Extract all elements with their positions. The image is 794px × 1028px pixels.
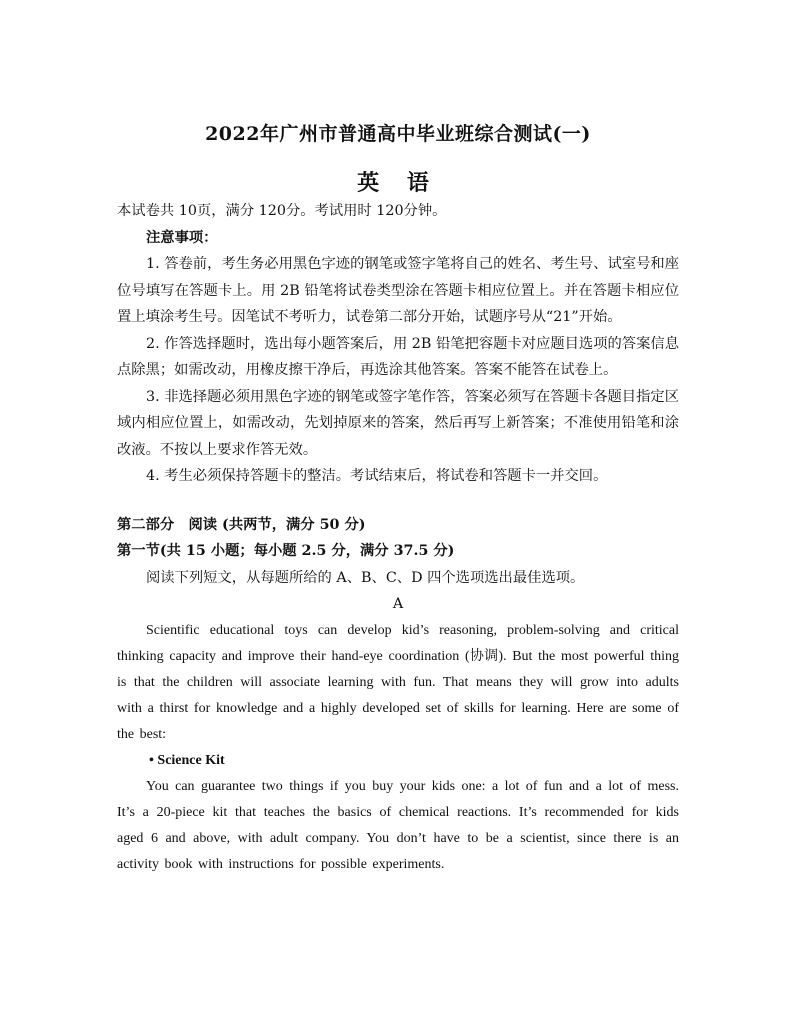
exam-title: 2022年广州市普通高中毕业班综合测试(一): [205, 123, 591, 145]
exam-page: [117, 0, 679, 878]
notice-item-4: 4. 考生必须保持答题卡的整洁。考试结束后，将试卷和答题卡一并交回。: [146, 468, 608, 484]
part-heading: 第二部分 阅读 (共两节，满分 50 分): [117, 516, 366, 533]
reading-instruction: 阅读下列短文，从每题所给的 A、B、C、D 四个选项选出最佳选项。: [146, 569, 585, 586]
exam-summary: 本试卷共 10页，满分 120分。考试用时 120分钟。: [117, 203, 447, 219]
passage-label: A: [392, 596, 404, 612]
notice-item-3: 3. 非选择题必须用黑色字迹的钢笔或签字笔作答，答案必须写在答题卡各题目指定区域内相应位置上，如需改动，先划掉原来的答案，然后再写上新答案；不准使用铅笔和涂改液。不按以上要求作答无效。: [117, 388, 679, 458]
notice-item-1: 1. 答卷前，考生务必用黑色字迹的钢笔或签字笔将自己的姓名、考生号、试室号和座位号填写在答题卡上。用 2B 铅笔将试卷类型涂在答题卡相应位置上。并在答题卡相应位置上填涂考生号。因笔试不考听力，试卷第二部分开始，试题序号从“21”开始。: [117, 256, 679, 325]
passage-paragraph-1: Scientific educational toys can develop kid’s reasoning, problem-solving and critical thinking capacity and improve their hand-eye coordination (协调). But the most powerful thing is that the children will associate learning with fun. That means they will grow into adults with a thirst for knowledge and a highly developed set of skills for learning. Here are some of the best:: [117, 622, 679, 742]
subject-title: 英 语: [357, 170, 439, 196]
item-heading-science-kit: • Science Kit: [149, 752, 225, 768]
subsection-heading: 第一节(共 15 小题；每小题 2.5 分，满分 37.5 分): [117, 543, 455, 559]
passage-paragraph-2: You can guarantee two things if you buy your kids one: a lot of fun and a lot of mess. It’s a 20-piece kit that teaches the basics of chemical reactions. It’s recommended for kids aged 6 and above, with adult company. You don’t have to be a scientist, since there is an activity book with instructions for possible experiments.: [117, 778, 679, 872]
section-gap: [117, 490, 679, 512]
notice-heading: 注意事项：: [146, 229, 218, 246]
notice-item-2: 2. 作答选择题时，选出每小题答案后，用 2B 铅笔把容题卡对应题目选项的答案信息点除黑；如需改动，用橡皮擦干净后，再选涂其他答案。答案不能答在试卷上。: [117, 335, 679, 378]
